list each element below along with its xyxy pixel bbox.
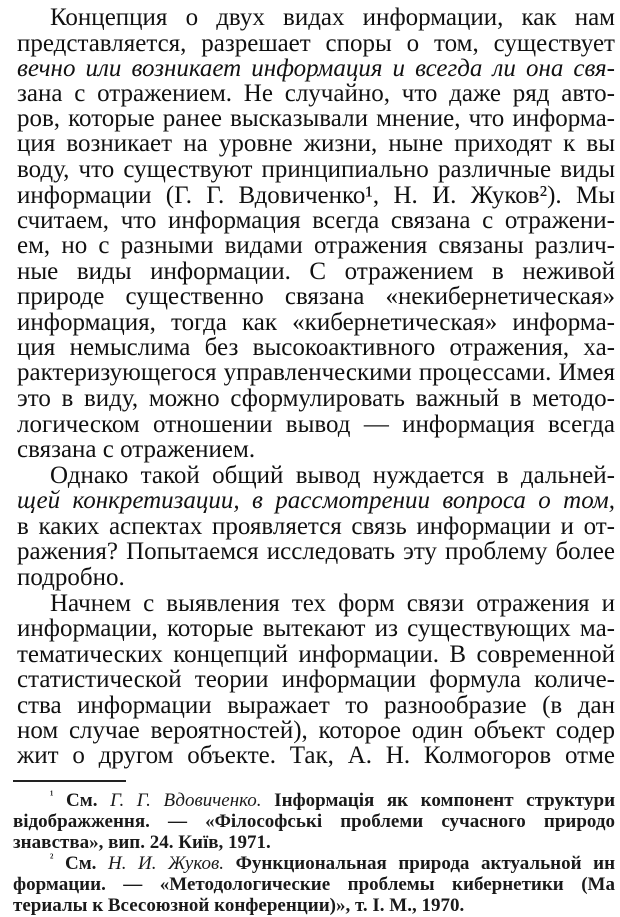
footnote-2-line-2: формации. — «Методологические проблемы кибернетики (Ма [13, 874, 615, 895]
text-line: ция немыслима без высокоактивного отражения, ха- [17, 334, 615, 361]
text-line: считаем, что информация всегда связана с отражени- [17, 207, 615, 234]
text-line: ров, которые ранее высказывали мнение, что информа- [17, 105, 615, 132]
footnote-title: Функциональная природа актуальной ин [235, 853, 615, 874]
text-line: воду, что существуют принципиально различные виды [17, 156, 615, 183]
text-line: статистической теории информации формула количе- [17, 666, 615, 693]
footnote-author: Г. Г. Вдовиченко. [110, 790, 262, 811]
text-line: ства информации выражает то разнообразие (в дан [17, 692, 615, 719]
text-line: информации (Г. Г. Вдовиченко¹, Н. И. Жуков²). Мы [17, 182, 615, 209]
text-line: подробно. [17, 564, 125, 591]
footnote-1-line-2: відображження. — «Філософські проблеми сучасного природо [13, 811, 615, 832]
footnote-author: Н. И. Жуков. [108, 853, 225, 874]
footnote-title: Інформація як компонент структури [274, 790, 615, 811]
text-line: ные виды информации. С отражением в неживой [17, 258, 615, 285]
text-line: ция возникает на уровне жизни, ныне приходят к вы [17, 130, 615, 157]
text-line: зана с отражением. Не случайно, что даже ряд авто- [17, 80, 615, 107]
footnote-prefix: См. [65, 853, 97, 874]
footnote-separator [13, 780, 126, 782]
footnote-prefix: См. [66, 790, 98, 811]
text-line: информация, тогда как «кибернетическая» информа- [17, 309, 615, 336]
text-line: ражения? Попытаемся исследовать эту проблему более [17, 538, 615, 565]
text-line: представляется, разрешает споры о том, существует [17, 30, 615, 57]
text-line: рактеризующегося управленческими процессами. Имея [17, 359, 615, 386]
text-line: это в виду, можно сформулировать важный в методо- [17, 385, 615, 412]
footnote-marker: ² [50, 853, 54, 865]
footnote-2 [50, 853, 615, 875]
text-line: вечно или возникает информация и всегда ли она свя- [17, 55, 615, 82]
footnote-marker: ¹ [50, 790, 54, 802]
text-line: логическом отношении вывод — информация всегда [17, 411, 615, 438]
text-line: Однако такой общий вывод нуждается в дальней- [50, 462, 615, 489]
text-line: ем, но с разными видами отражения связаны различ- [17, 232, 615, 259]
footnote-1 [50, 790, 615, 812]
text-line: жит о другом объекте. Так, А. Н. Колмогоров отме [17, 742, 615, 769]
text-line: Концепция о двух видах информации, как нам [50, 4, 615, 31]
text-line: в каких аспектах проявляется связь информации и от- [17, 513, 615, 540]
text-line: информации, которые вытекают из существующих ма- [17, 615, 615, 642]
text-line: природе существенно связана «некибернетическая» [17, 283, 615, 310]
text-line: связана с отражением. [17, 436, 256, 463]
text-line: щей конкретизации, в рассмотрении вопроса о том, [17, 487, 615, 514]
text-line: Начнем с выявления тех форм связи отражения и [50, 590, 615, 617]
footnote-2-line-3: териалы к Всесоюзной конференции)», т. I. М., 1970. [13, 895, 465, 916]
text-line: тематических концепций информации. В современной [17, 641, 615, 668]
footnote-1-line-3: знавства», вип. 24. Київ, 1971. [13, 832, 271, 853]
text-line: ном случае вероятностей), которое один объект содер [17, 717, 615, 744]
